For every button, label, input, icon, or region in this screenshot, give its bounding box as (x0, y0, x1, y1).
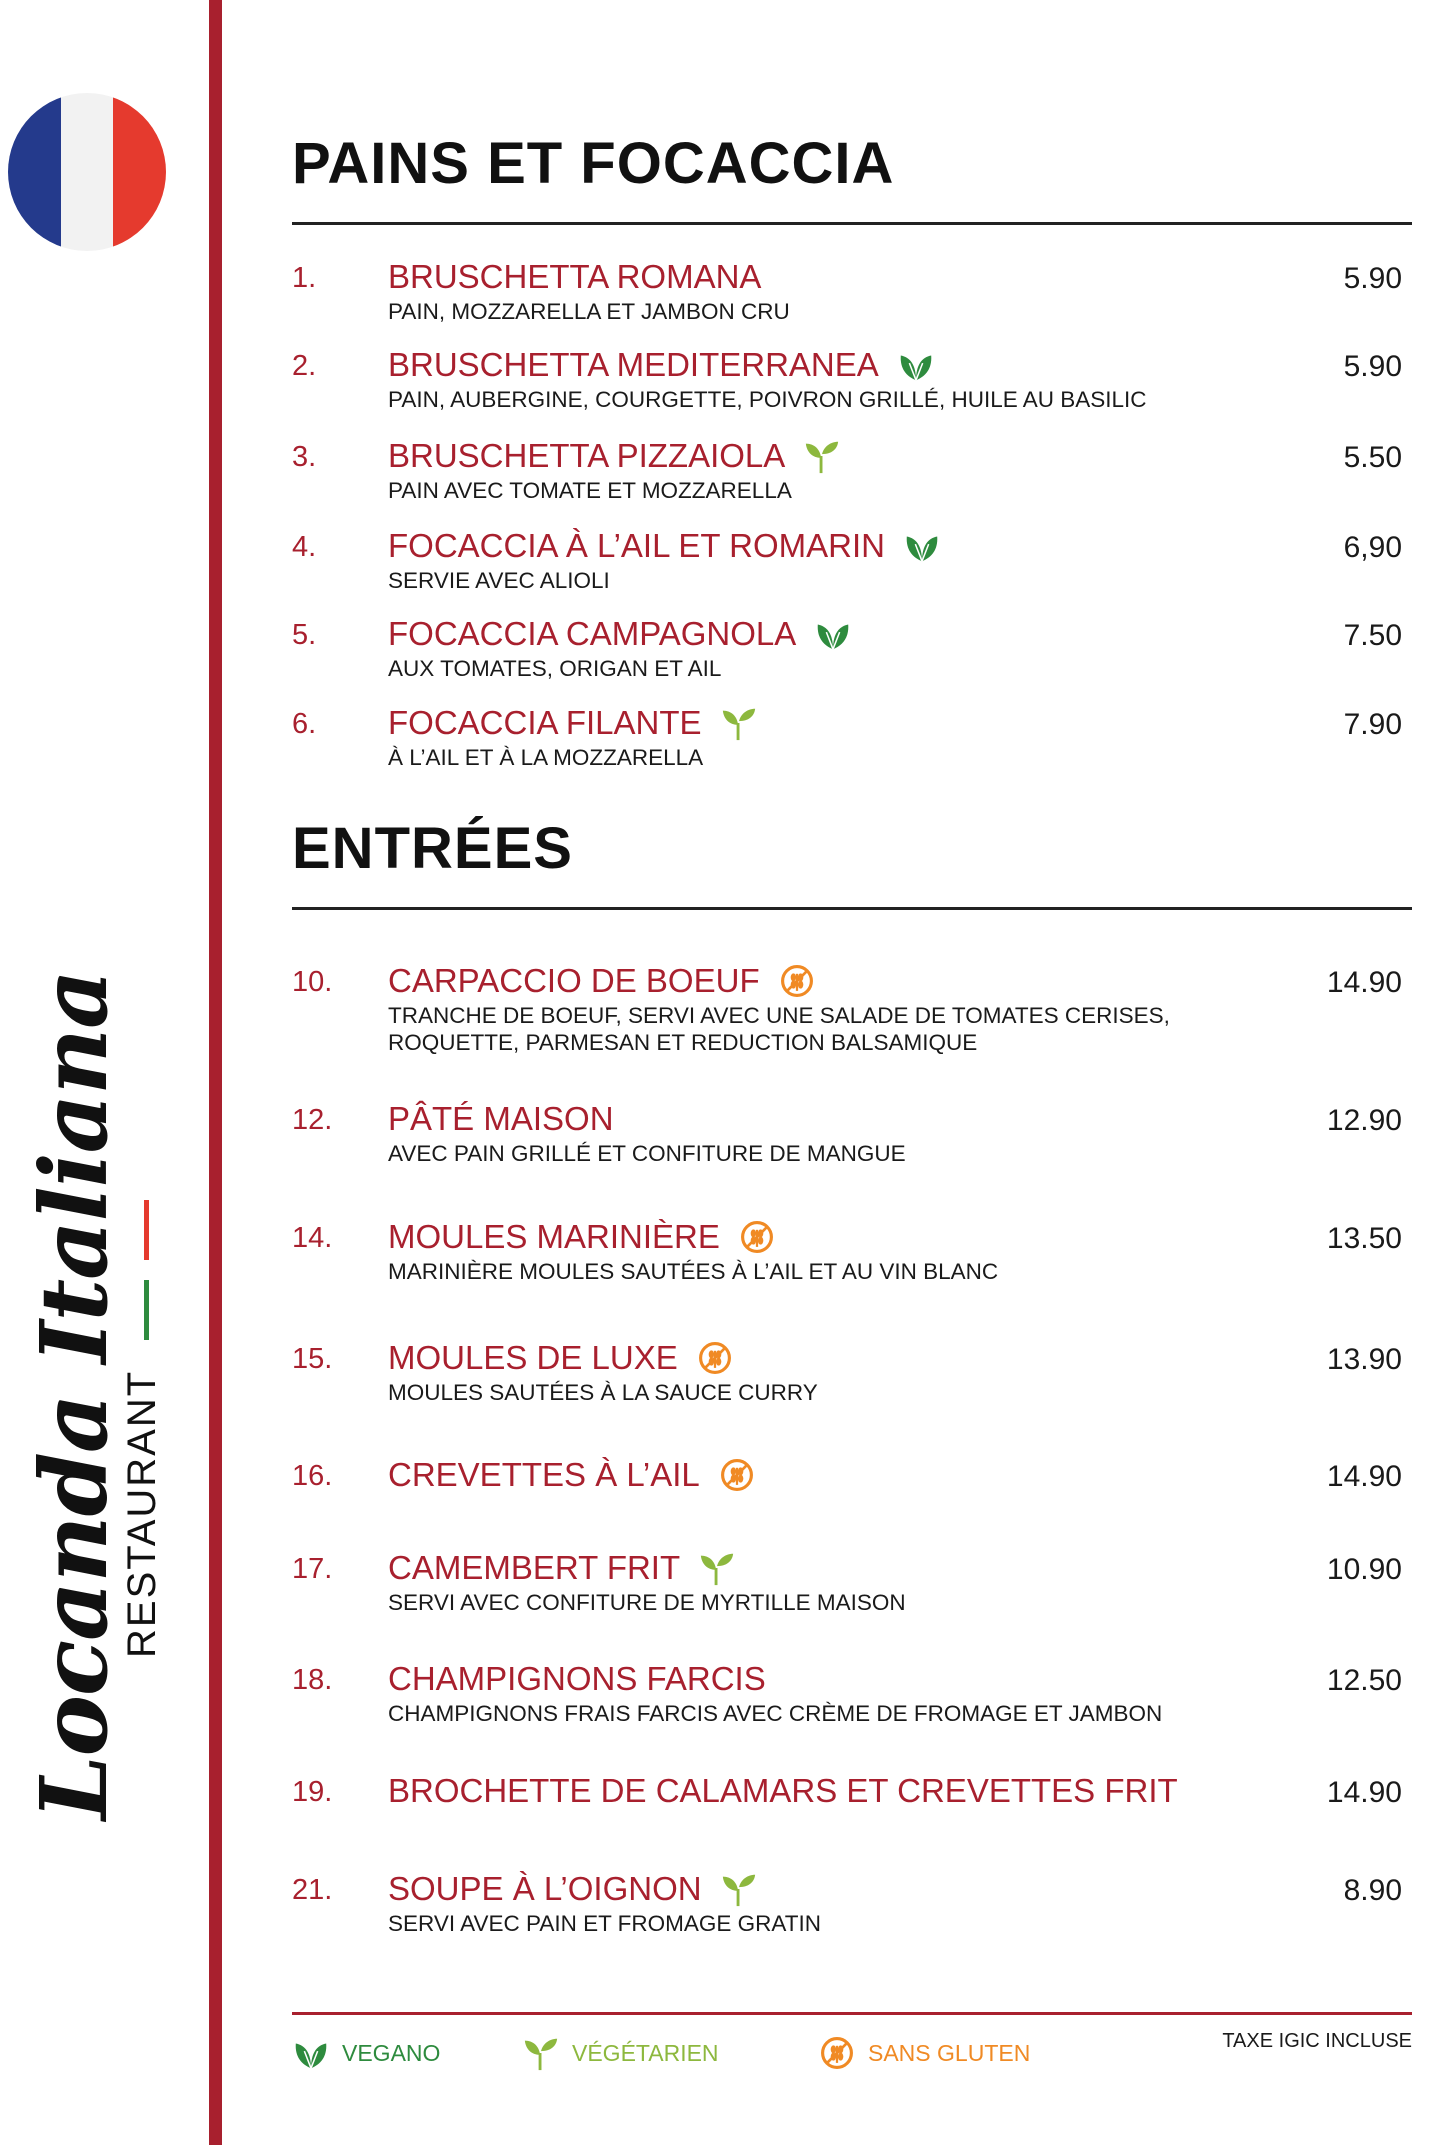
french-flag-icon (8, 93, 166, 251)
menu-item (292, 1660, 1412, 1730)
item-number: 12. (292, 1104, 333, 1136)
item-price: 14.90 (1326, 966, 1402, 999)
section-rule (292, 907, 1412, 910)
section-rule (292, 222, 1412, 225)
item-name-row (388, 1660, 766, 1698)
item-name: CHAMPIGNONS FARCIS (388, 1660, 766, 1697)
tax-note: TAXE IGIC INCLUSE (1222, 2030, 1412, 2052)
vegetarian-sprout-icon (803, 438, 841, 474)
logo-script-name: Locanda Italiana (20, 970, 128, 1820)
item-number: 15. (292, 1343, 333, 1375)
logo-stripe (144, 1200, 149, 1260)
logo-subtitle: RESTAURANT (120, 1369, 164, 1658)
item-number: 2. (292, 350, 317, 382)
item-description (388, 744, 703, 771)
item-name-row (388, 704, 758, 742)
menu-item (292, 346, 1412, 416)
item-description (388, 298, 790, 325)
vegan-leaf-icon (903, 528, 941, 564)
vegetarian-sprout-icon (698, 1550, 736, 1586)
gluten-free-icon (818, 2035, 856, 2071)
item-price: 7.50 (1343, 619, 1402, 652)
menu-item (292, 704, 1412, 774)
gluten-free-icon (738, 1219, 776, 1255)
item-number: 17. (292, 1553, 333, 1585)
item-price: 5.90 (1343, 350, 1402, 383)
item-number: 19. (292, 1776, 333, 1808)
item-price: 10.90 (1326, 1553, 1402, 1586)
menu-item (292, 527, 1412, 597)
item-name: BRUSCHETTA MEDITERRANEA (388, 346, 879, 383)
item-name: SOUPE À L’OIGNON (388, 1870, 702, 1907)
item-description (388, 477, 792, 504)
gluten-free-icon (696, 1340, 734, 1376)
gluten-free-icon (778, 963, 816, 999)
item-description (388, 1700, 1162, 1727)
item-price: 5.50 (1343, 441, 1402, 474)
item-number: 4. (292, 531, 317, 563)
item-description-line: PAIN, AUBERGINE, COURGETTE, POIVRON GRILLÉ, HUILE AU BASILIC (388, 387, 1147, 412)
item-description (388, 1002, 1170, 1056)
vertical-red-rule (209, 0, 222, 2145)
restaurant-logo (20, 970, 190, 1820)
vegan-leaf-icon (897, 347, 935, 383)
item-name: MOULES DE LUXE (388, 1339, 678, 1376)
item-number: 18. (292, 1664, 333, 1696)
item-description (388, 1910, 821, 1937)
item-price: 7.90 (1343, 708, 1402, 741)
item-name-row (388, 1772, 1178, 1810)
menu-item (292, 1218, 1412, 1288)
item-name-row (388, 962, 816, 1000)
vegetarian-sprout-icon (720, 1871, 758, 1907)
item-name: CAMEMBERT FRIT (388, 1549, 681, 1586)
item-description-line: AVEC PAIN GRILLÉ ET CONFITURE DE MANGUE (388, 1141, 906, 1166)
item-price: 14.90 (1326, 1776, 1402, 1809)
item-description-line: PAIN AVEC TOMATE ET MOZZARELLA (388, 478, 792, 503)
section-title: PAINS ET FOCACCIA (292, 131, 895, 196)
item-description (388, 567, 610, 594)
item-price: 5.90 (1343, 262, 1402, 295)
item-name: BROCHETTE DE CALAMARS ET CREVETTES FRIT (388, 1772, 1178, 1809)
item-description-line: TRANCHE DE BOEUF, SERVI AVEC UNE SALADE DE TOMATES CERISES, (388, 1003, 1170, 1028)
item-name-row (388, 615, 852, 653)
item-name: BRUSCHETTA ROMANA (388, 258, 762, 295)
item-name-row (388, 1339, 734, 1377)
item-description-line: PAIN, MOZZARELLA ET JAMBON CRU (388, 299, 790, 324)
item-name: CARPACCIO DE BOEUF (388, 962, 760, 999)
item-description-line: ROQUETTE, PARMESAN ET REDUCTION BALSAMIQUE (388, 1030, 978, 1055)
item-description-line: SERVIE AVEC ALIOLI (388, 568, 610, 593)
item-name-row (388, 1870, 758, 1908)
vegan-leaf-icon (814, 616, 852, 652)
section-title: ENTRÉES (292, 816, 573, 881)
item-description-line: CHAMPIGNONS FRAIS FARCIS AVEC CRÈME DE FROMAGE ET JAMBON (388, 1701, 1163, 1726)
item-name-row (388, 1456, 756, 1494)
menu-item (292, 1456, 1412, 1526)
item-name: MOULES MARINIÈRE (388, 1218, 720, 1255)
item-name-row (388, 437, 841, 475)
item-description-line: AUX TOMATES, ORIGAN ET AIL (388, 656, 722, 681)
legend-item (292, 2035, 440, 2071)
item-number: 16. (292, 1460, 333, 1492)
vegan-leaf-icon (292, 2035, 330, 2071)
legend-label: SANS GLUTEN (868, 2039, 1031, 2066)
item-description (388, 386, 1147, 413)
item-name-row (388, 1100, 614, 1138)
item-name-row (388, 258, 761, 296)
vegetarian-sprout-icon (720, 705, 758, 741)
gluten-free-icon (718, 1457, 756, 1493)
item-price: 8.90 (1343, 1874, 1402, 1907)
item-description (388, 655, 721, 682)
item-number: 10. (292, 966, 333, 998)
item-name: PÂTÉ MAISON (388, 1100, 614, 1137)
item-number: 14. (292, 1222, 333, 1254)
item-name: CREVETTES À L’AIL (388, 1456, 700, 1493)
menu-item (292, 258, 1412, 328)
item-price: 6,90 (1343, 531, 1402, 564)
legend-label: VEGANO (342, 2039, 441, 2066)
item-name-row (388, 1218, 776, 1256)
legend-label: VÉGÉTARIEN (572, 2039, 719, 2066)
item-price: 12.50 (1326, 1664, 1402, 1697)
item-description (388, 1589, 906, 1616)
item-price: 13.90 (1326, 1343, 1402, 1376)
menu-item (292, 1339, 1412, 1409)
item-name: FOCACCIA FILANTE (388, 704, 702, 741)
item-description-line: À L’AIL ET À LA MOZZARELLA (388, 745, 704, 770)
item-number: 6. (292, 708, 317, 740)
item-name-row (388, 527, 941, 565)
item-description-line: SERVI AVEC PAIN ET FROMAGE GRATIN (388, 1911, 822, 1936)
item-description (388, 1258, 998, 1285)
item-description-line: MOULES SAUTÉES À LA SAUCE CURRY (388, 1380, 818, 1405)
item-number: 21. (292, 1874, 333, 1906)
menu-item (292, 1870, 1412, 1940)
footer-rule (292, 2012, 1412, 2015)
item-name: BRUSCHETTA PIZZAIOLA (388, 437, 786, 474)
item-price: 12.90 (1326, 1104, 1402, 1137)
item-price: 13.50 (1326, 1222, 1402, 1255)
logo-stripe (144, 1280, 149, 1340)
item-name-row (388, 1549, 736, 1587)
legend-item (818, 2035, 1030, 2071)
item-name-row (388, 346, 935, 384)
item-description (388, 1140, 906, 1167)
legend-item (522, 2035, 719, 2071)
item-description (388, 1379, 818, 1406)
item-description-line: MARINIÈRE MOULES SAUTÉES À L’AIL ET AU VIN BLANC (388, 1259, 999, 1284)
menu-item (292, 1100, 1412, 1170)
item-price: 14.90 (1326, 1460, 1402, 1493)
item-name: FOCACCIA CAMPAGNOLA (388, 615, 797, 652)
menu-item (292, 1772, 1412, 1842)
item-description-line: SERVI AVEC CONFITURE DE MYRTILLE MAISON (388, 1590, 906, 1615)
menu-item (292, 1549, 1412, 1619)
item-number: 1. (292, 262, 317, 294)
menu-item (292, 437, 1412, 507)
vegetarian-sprout-icon (522, 2035, 560, 2071)
menu-item (292, 962, 1412, 1055)
item-number: 5. (292, 619, 317, 651)
item-name: FOCACCIA À L’AIL ET ROMARIN (388, 527, 885, 564)
sidebar (0, 0, 210, 2145)
menu-item (292, 615, 1412, 685)
item-number: 3. (292, 441, 317, 473)
